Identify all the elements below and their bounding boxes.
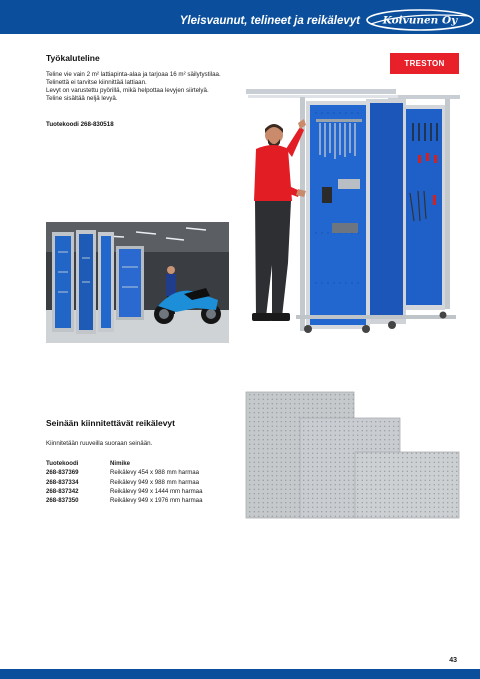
- description-line: Teline sisältää neljä levyä.: [46, 95, 118, 102]
- product-name-cell: Reikälevy 949 x 988 mm harmaa: [110, 478, 200, 486]
- product-code-cell: 268-837350: [46, 497, 79, 505]
- column-header-code: Tuotekoodi: [46, 460, 79, 467]
- description-line: Teline vie vain 2 m² lattiapinta-alaa ja tarjoaa 16 m² säilytystilaa.: [46, 71, 221, 78]
- table-row: [46, 468, 240, 477]
- company-logo: [365, 8, 475, 32]
- product-code-cell: 268-837334: [46, 478, 79, 486]
- table-row: [46, 496, 240, 505]
- intro-text: Kiinnitetään ruuveilla suoraan seinään.: [46, 440, 153, 447]
- tool-rack-photo: [238, 83, 462, 351]
- description-line: Levyt on varustettu pyörillä, mikä helpottaa levyjen siirtelyä.: [46, 87, 209, 94]
- treston-brand-badge: TRESTON: [390, 53, 459, 74]
- grey-pegboards-photo: [243, 388, 463, 524]
- svg-text:Koivunen Oy: Koivunen Oy: [382, 14, 458, 27]
- description-line: Telinettä ei tarvitse kiinnittää lattiaan.: [46, 79, 147, 86]
- section-title-wall-pegboards: Seinään kiinnitettävät reikälevyt: [46, 418, 175, 428]
- product-code: Tuotekoodi 268-830518: [46, 121, 114, 128]
- product-name-cell: Reikälevy 949 x 1444 mm harmaa: [110, 487, 203, 495]
- footer-bar: [0, 669, 480, 679]
- product-name-cell: Reikälevy 454 x 988 mm harmaa: [110, 469, 200, 477]
- product-table: [46, 459, 240, 505]
- table-row: [46, 487, 240, 496]
- product-name-cell: Reikälevy 949 x 1976 mm harmaa: [110, 497, 203, 505]
- product-code-cell: 268-837342: [46, 487, 79, 495]
- table-row: [46, 478, 240, 487]
- table-header-row: [46, 459, 240, 468]
- section-title-tool-rack: Työkaluteline: [46, 53, 100, 63]
- page-number: 43: [449, 657, 457, 664]
- warehouse-motorcycle-photo: [46, 222, 229, 343]
- column-header-name: Nimike: [110, 460, 130, 467]
- product-code-cell: 268-837369: [46, 469, 79, 477]
- page-header-title: Yleisvaunut, telineet ja reikälevyt: [179, 15, 360, 27]
